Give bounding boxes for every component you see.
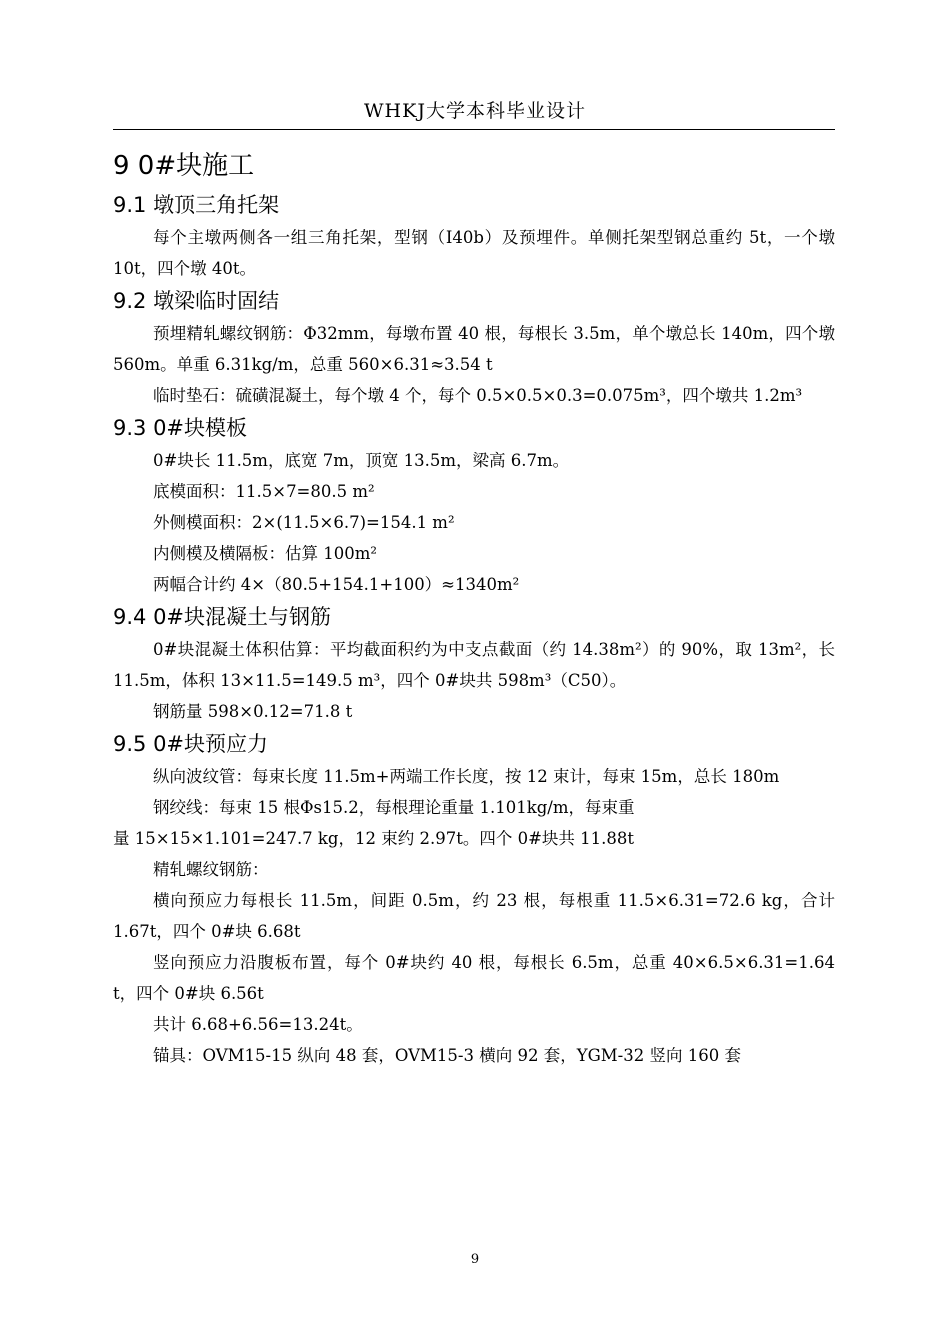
section-title: 9.1 墩顶三角托架 bbox=[113, 193, 280, 217]
paragraph: 锚具：OVM15-15 纵向 48 套，OVM15-3 横向 92 套，YGM-32 竖向 160 套 bbox=[153, 1046, 741, 1065]
paragraph: 内侧模及横隔板：估算 100m² bbox=[153, 544, 377, 563]
page-content bbox=[113, 146, 835, 1071]
paragraph-continuation: 量 15×15×1.101=247.7 kg，12 束约 2.97t。四个 0#块共 11.88t bbox=[113, 829, 635, 848]
paragraph: 钢筋量 598×0.12=71.8 t bbox=[153, 702, 353, 721]
paragraph: 底模面积：11.5×7=80.5 m² bbox=[153, 482, 375, 501]
header-rule bbox=[113, 129, 835, 130]
paragraph: 临时垫石：硫磺混凝土，每个墩 4 个，每个 0.5×0.5×0.3=0.075m³，四个墩共 1.2m³ bbox=[153, 386, 803, 405]
paragraph: 纵向波纹管：每束长度 11.5m+两端工作长度，按 12 束计，每束 15m，总长 180m bbox=[153, 767, 780, 786]
paragraph: 每个主墩两侧各一组三角托架，型钢（I40b）及预埋件。单侧托架型钢总重约 5t，一个墩 10t，四个墩 40t。 bbox=[113, 228, 835, 278]
paragraph: 预埋精轧螺纹钢筋：Φ32mm，每墩布置 40 根，每根长 3.5m，单个墩总长 140m，四个墩 560m。单重 6.31kg/m，总重 560×6.31≈3.54 t bbox=[113, 324, 835, 374]
page-number: 9 bbox=[470, 1252, 480, 1267]
section-title: 9.2 墩梁临时固结 bbox=[113, 289, 280, 313]
paragraph: 竖向预应力沿腹板布置，每个 0#块约 40 根，每根长 6.5m，总重 40×6.5×6.31=1.64 t，四个 0#块 6.56t bbox=[113, 953, 835, 1003]
section-title: 9.4 0#块混凝土与钢筋 bbox=[113, 605, 332, 629]
section-title: 9.3 0#块模板 bbox=[113, 416, 248, 440]
paragraph: 钢绞线：每束 15 根Φs15.2，每根理论重量 1.101kg/m，每束重 bbox=[153, 798, 635, 817]
paragraph: 共计 6.68+6.56=13.24t。 bbox=[153, 1015, 363, 1034]
section-title: 9.5 0#块预应力 bbox=[113, 732, 269, 756]
paragraph: 0#块长 11.5m，底宽 7m，顶宽 13.5m，梁高 6.7m。 bbox=[153, 451, 570, 470]
chapter-title: 9 0#块施工 bbox=[113, 151, 255, 181]
paragraph: 两幅合计约 4×（80.5+154.1+100）≈1340m² bbox=[153, 575, 520, 594]
page-header: WHKJ大学本科毕业设计 bbox=[364, 100, 586, 122]
paragraph: 精轧螺纹钢筋： bbox=[153, 860, 269, 879]
paragraph: 横向预应力每根长 11.5m，间距 0.5m，约 23 根，每根重 11.5×6.31=72.6 kg，合计 1.67t，四个 0#块 6.68t bbox=[113, 891, 835, 941]
paragraph: 外侧模面积：2×(11.5×6.7)=154.1 m² bbox=[153, 513, 455, 532]
paragraph: 0#块混凝土体积估算：平均截面积约为中支点截面（约 14.38m²）的 90%，取 13m²，长 11.5m，体积 13×11.5=149.5 m³，四个 0#块共 598m³（C50）。 bbox=[113, 640, 835, 690]
